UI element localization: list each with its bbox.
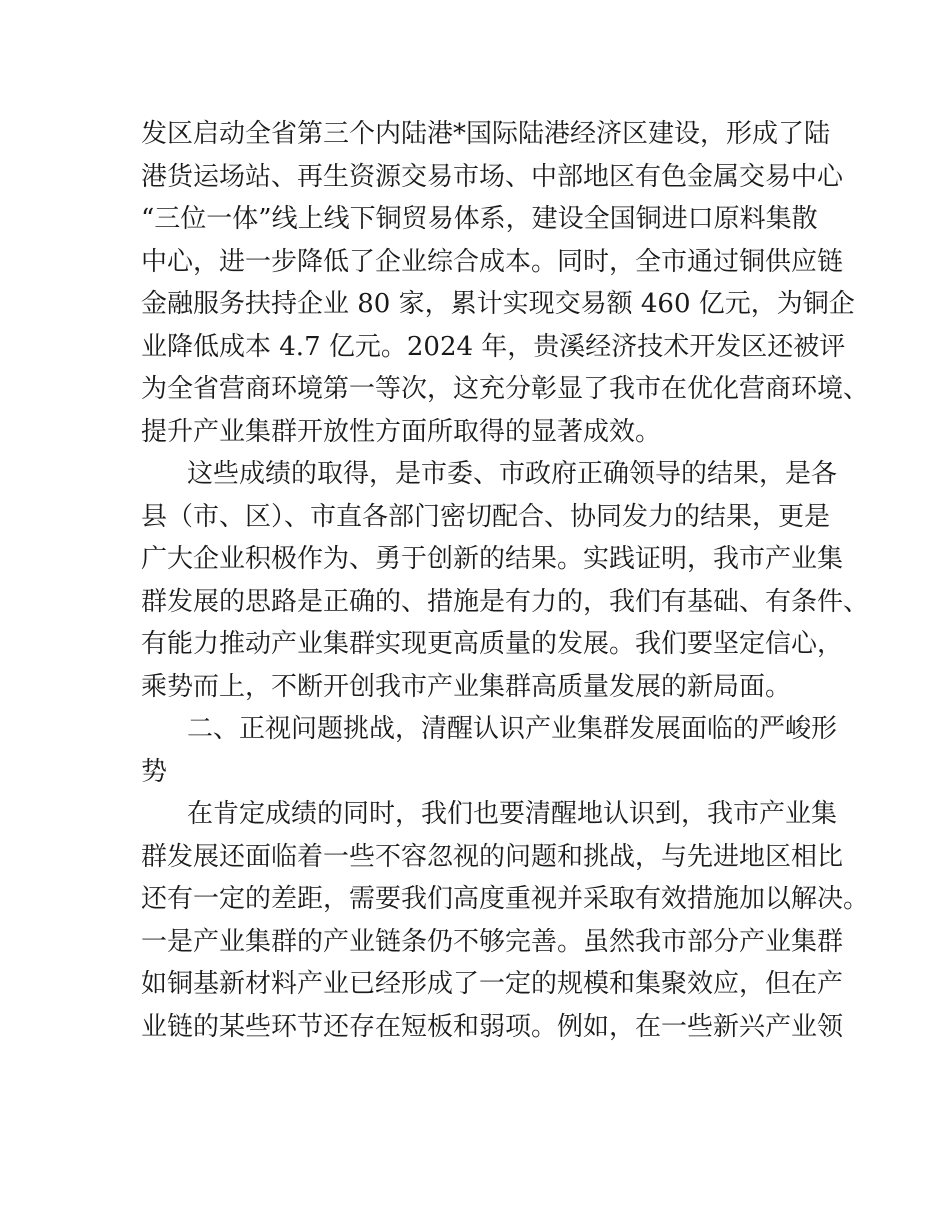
heading-line: 二、正视问题挑战，清醒认识产业集群发展面临的严峻形 (187, 714, 838, 744)
text-line: 业链的某些环节还存在短板和弱项。例如，在一些新兴产业领 (141, 1011, 844, 1042)
text-line: 金融服务扶持企业 80 家，累计实现交易额 460 亿元，为铜企 (141, 289, 855, 319)
paragraph (141, 113, 870, 453)
section-heading (141, 708, 838, 793)
text-line: 如铜基新材料产业已经形成了一定的规模和集聚效应，但在产 (141, 969, 844, 999)
text-line: 在肯定成绩的同时，我们也要清醒地认识到，我市产业集 (187, 799, 838, 829)
text-line: 业降低成本 4.7 亿元。2024 年，贵溪经济技术开发区还被评 (141, 331, 846, 362)
text-line: 为全省营商环境第一等次，这充分彰显了我市在优化营商环境、 (141, 374, 870, 404)
text-line: 群发展的思路是正确的、措施是有力的，我们有基础、有条件、 (141, 586, 870, 617)
heading-line: 势 (141, 756, 168, 787)
text-line: 这些成绩的取得，是市委、市政府正确领导的结果，是各 (187, 459, 838, 489)
paragraph (141, 453, 870, 708)
text-line: 提升产业集群开放性方面所取得的显著成效。 (141, 416, 662, 447)
text-line: 港货运场站、再生资源交易市场、中部地区有色金属交易中心 (141, 161, 844, 192)
text-line: 县（市、区）、市直各部门密切配合、协同发力的结果，更是 (141, 501, 831, 532)
text-line: 群发展还面临着一些不容忽视的问题和挑战，与先进地区相比 (141, 841, 844, 872)
text-line: 乘势而上，不断开创我市产业集群高质量发展的新局面。 (141, 671, 792, 702)
text-line: 一是产业集群的产业链条仍不够完善。虽然我市部分产业集群 (141, 926, 844, 957)
text-line: “三位一体”线上线下铜贸易体系，建设全国铜进口原料集散 (141, 204, 818, 234)
text-line: 广大企业积极作为、勇于创新的结果。实践证明，我市产业集 (141, 544, 844, 574)
text-line: 发区启动全省第三个内陆港*国际陆港经济区建设，形成了陆 (141, 119, 831, 149)
text-line: 还有一定的差距，需要我们高度重视并采取有效措施加以解决。 (141, 884, 870, 914)
paragraph (141, 793, 870, 1048)
text-line: 有能力推动产业集群实现更高质量的发展。我们要坚定信心， (141, 629, 844, 659)
text-line: 中心，进一步降低了企业综合成本。同时，全市通过铜供应链 (141, 246, 844, 277)
body-text (141, 113, 870, 1048)
